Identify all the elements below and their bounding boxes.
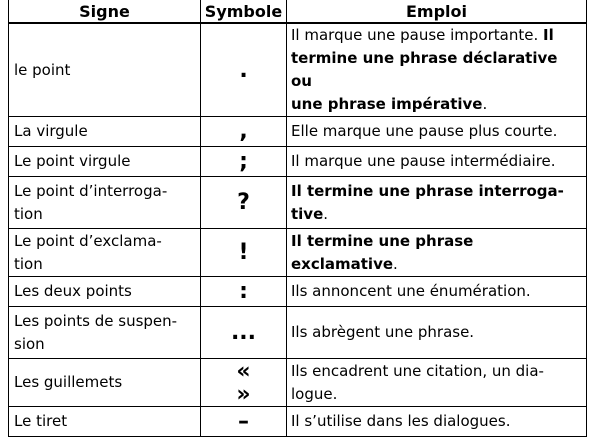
header-symbole: Symbole xyxy=(201,0,287,23)
signe-cell xyxy=(9,277,201,307)
signe-text: Le point d’exclama- xyxy=(14,231,162,250)
emploi-text: Il marque une pause intermédiaire. xyxy=(291,152,556,170)
emploi-text: une phrase impérative xyxy=(291,95,483,113)
symbole-glyph: ; xyxy=(239,149,248,174)
emploi-text: Ils encadrent une citation, un dia- xyxy=(291,361,544,380)
symbole-cell xyxy=(201,23,287,117)
table-row xyxy=(9,359,587,407)
symbole-cell xyxy=(201,307,287,359)
signe-cell xyxy=(9,147,201,177)
table-row xyxy=(9,407,587,437)
emploi-cell xyxy=(287,23,587,117)
signe-text: Les deux points xyxy=(14,282,132,300)
symbole-cell xyxy=(201,177,287,229)
symbole-cell xyxy=(201,359,287,407)
signe-text: Le point virgule xyxy=(14,152,131,170)
symbole-cell xyxy=(201,147,287,177)
emploi-cell xyxy=(287,229,587,277)
emploi-text: Ils abrègent une phrase. xyxy=(291,323,475,341)
table-row xyxy=(9,277,587,307)
signe-cell xyxy=(9,177,201,229)
header-row xyxy=(9,0,587,23)
signe-text: le point xyxy=(14,60,71,79)
symbole-cell xyxy=(201,277,287,307)
symbole-glyph: , xyxy=(239,119,248,144)
table-row xyxy=(9,117,587,147)
signe-text: tion xyxy=(14,254,43,273)
emploi-cell xyxy=(287,359,587,407)
emploi-text: logue. xyxy=(291,384,338,403)
emploi-text: Il termine une phrase interroga- xyxy=(291,181,564,200)
emploi-text: Il termine une phrase exclamative xyxy=(291,231,474,273)
signe-cell xyxy=(9,117,201,147)
emploi-text: tive xyxy=(291,204,324,223)
signe-text: Le tiret xyxy=(14,412,68,430)
symbole-cell xyxy=(201,229,287,277)
signe-cell xyxy=(9,23,201,117)
emploi-cell xyxy=(287,407,587,437)
emploi-text: termine une phrase déclarative ou xyxy=(291,49,558,90)
table-row xyxy=(9,23,587,117)
symbole-glyph: ... xyxy=(230,320,257,345)
symbole-cell xyxy=(201,407,287,437)
symbole-glyph: « xyxy=(236,358,251,384)
emploi-cell xyxy=(287,117,587,147)
emploi-text: Il s’utilise dans les dialogues. xyxy=(291,412,511,430)
emploi-text: Il marque une pause importante. xyxy=(291,26,544,44)
symbole-glyph: » xyxy=(236,381,251,407)
emploi-cell xyxy=(287,177,587,229)
signe-cell xyxy=(9,407,201,437)
emploi-cell xyxy=(287,307,587,359)
punctuation-table xyxy=(8,0,587,437)
header-signe: Signe xyxy=(9,0,201,23)
signe-cell xyxy=(9,307,201,359)
symbole-glyph: – xyxy=(238,409,249,434)
table-row xyxy=(9,307,587,359)
symbole-cell xyxy=(201,117,287,147)
signe-cell xyxy=(9,229,201,277)
emploi-text: . xyxy=(482,95,488,113)
emploi-text: Il xyxy=(543,26,554,44)
emploi-text: . xyxy=(323,204,329,223)
signe-cell xyxy=(9,359,201,407)
symbole-glyph: ! xyxy=(238,240,249,265)
signe-text: Les guillemets xyxy=(14,373,123,391)
signe-text: La virgule xyxy=(14,122,88,140)
emploi-text: . xyxy=(393,254,398,273)
signe-text: Les points de suspen- xyxy=(14,311,178,330)
signe-text: sion xyxy=(14,334,45,353)
table-row xyxy=(9,229,587,277)
emploi-text: Elle marque une pause plus courte. xyxy=(291,122,558,140)
table-row xyxy=(9,177,587,229)
symbole-glyph: ? xyxy=(237,190,250,215)
emploi-cell xyxy=(287,277,587,307)
emploi-cell xyxy=(287,147,587,177)
emploi-text: Ils annoncent une énumération. xyxy=(291,282,531,300)
symbole-glyph: : xyxy=(239,279,248,304)
symbole-glyph: . xyxy=(239,57,248,83)
signe-text: Le point d’interroga- xyxy=(14,181,168,200)
header-emploi: Emploi xyxy=(287,0,587,23)
table-row xyxy=(9,147,587,177)
signe-text: tion xyxy=(14,204,43,223)
